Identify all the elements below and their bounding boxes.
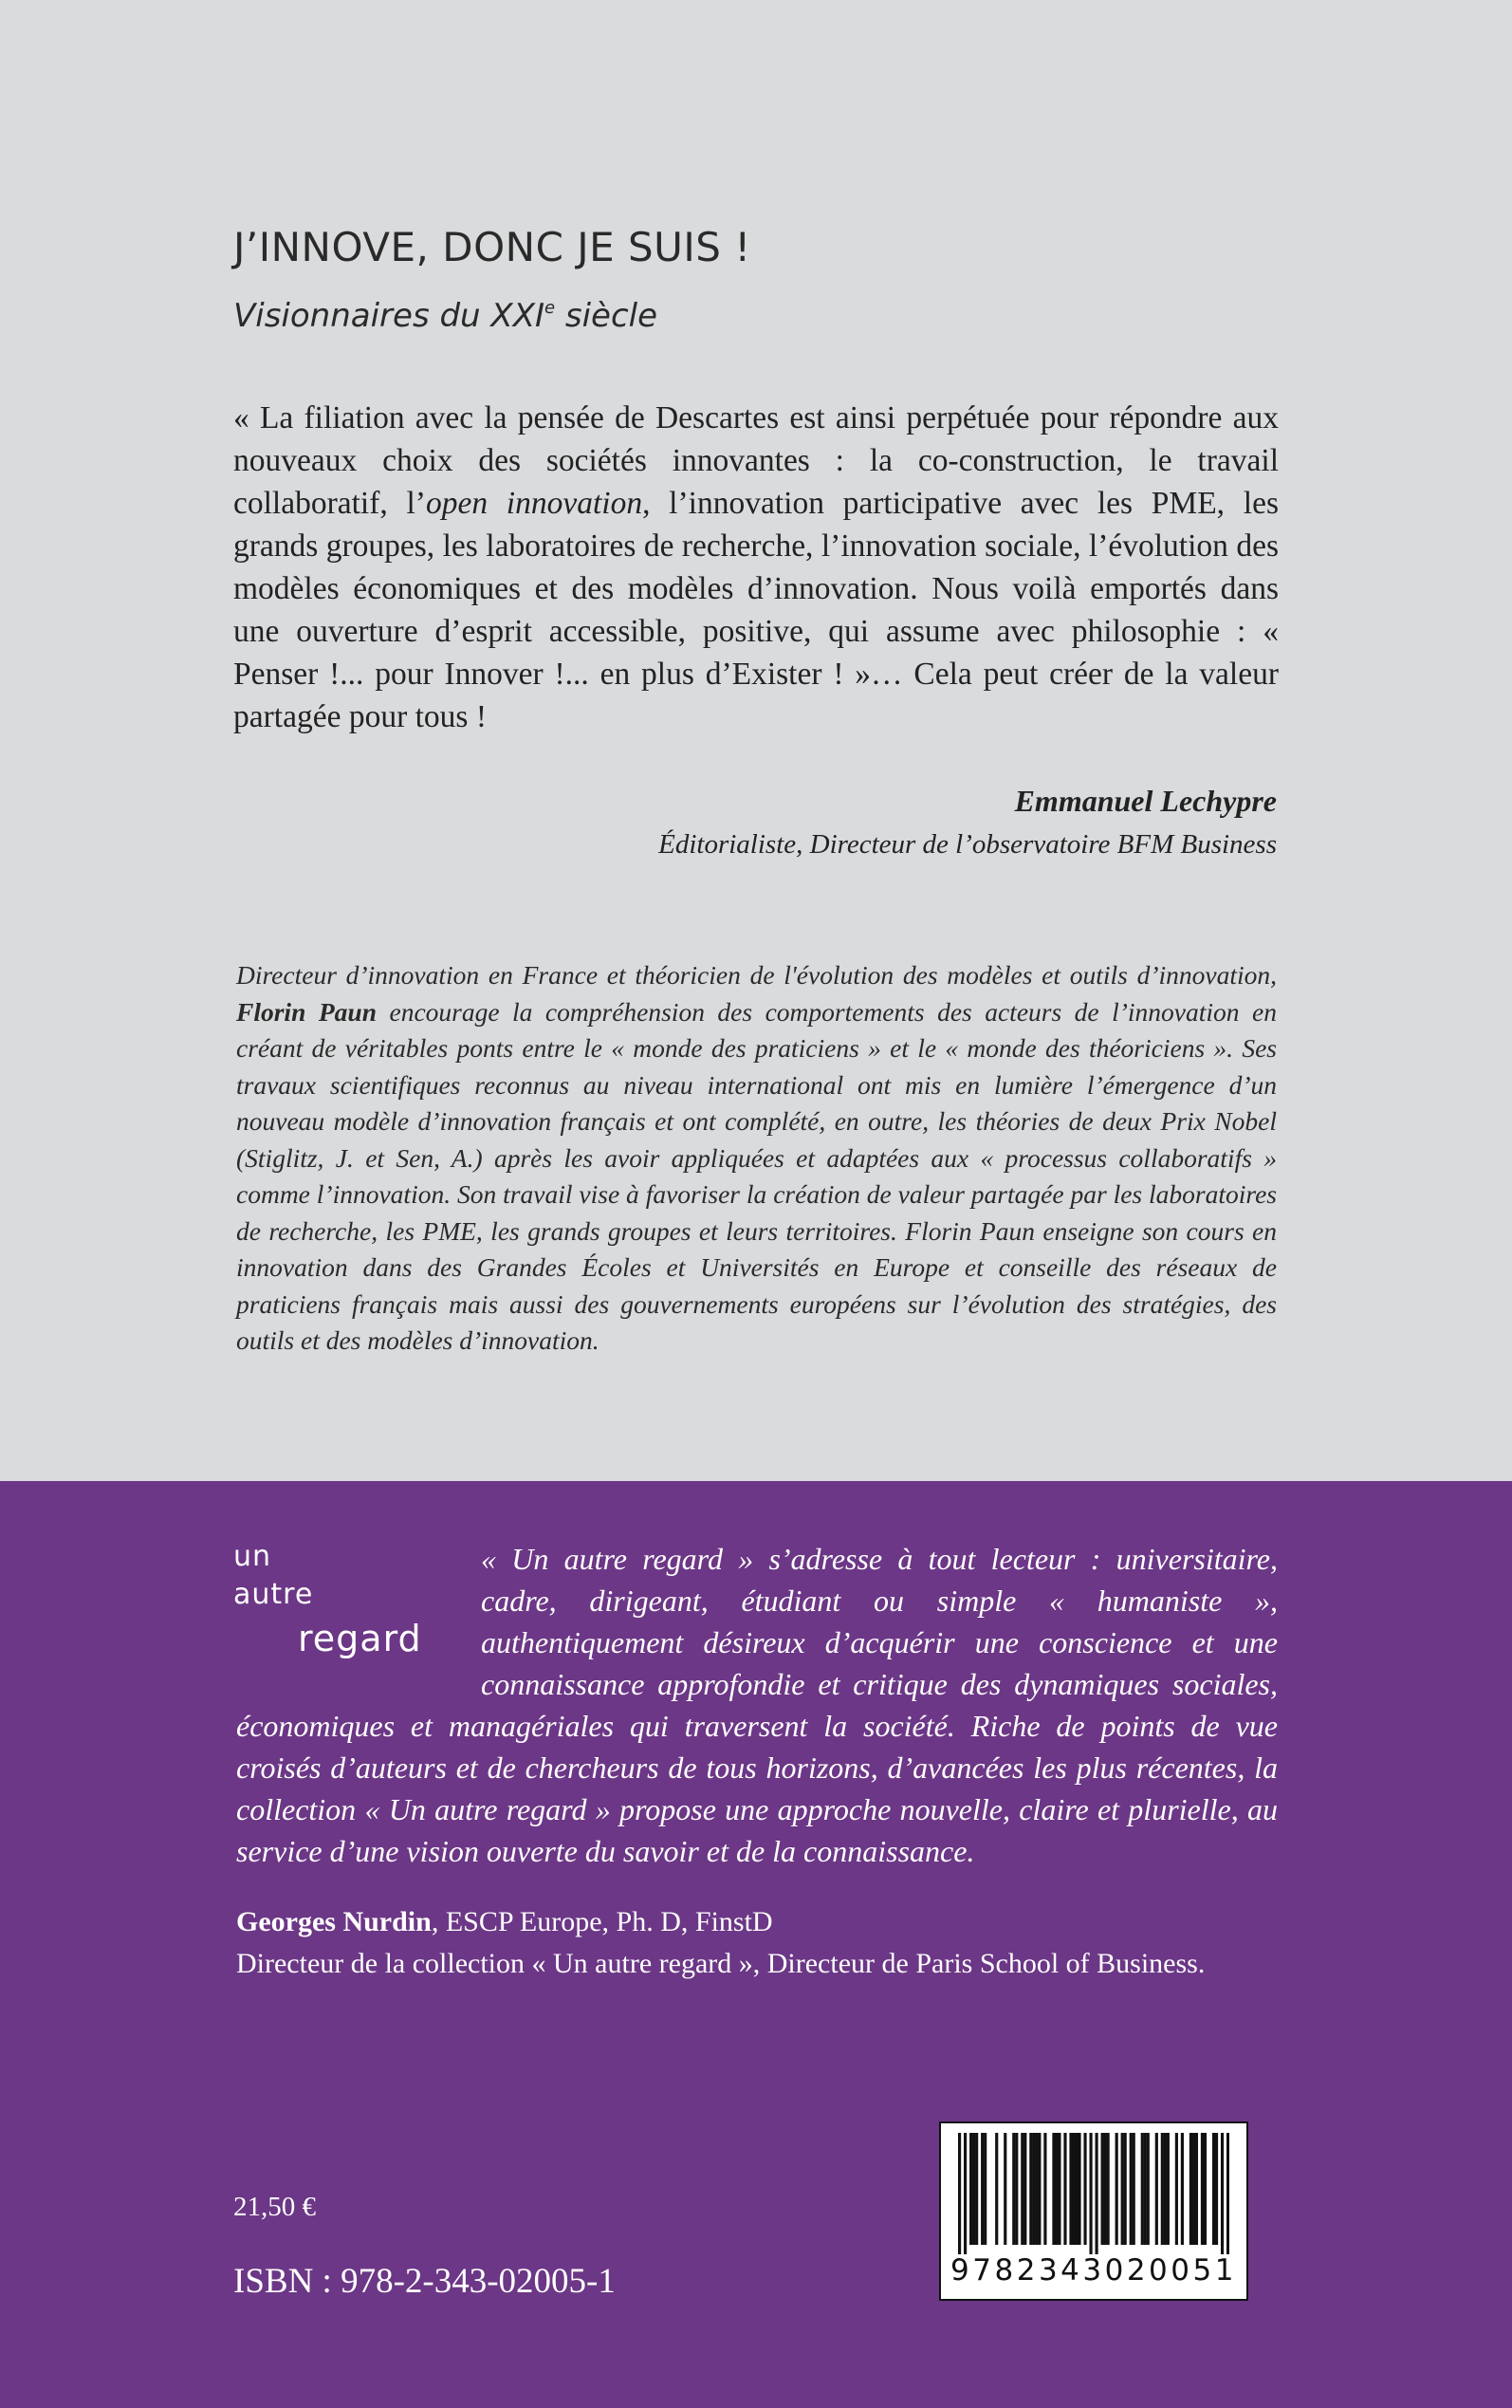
book-subtitle bbox=[233, 297, 657, 335]
director-credentials: , ESCP Europe, Ph. D, FinstD bbox=[431, 1906, 773, 1937]
logo-line-1: un bbox=[233, 1540, 272, 1573]
director-role: Directeur de la collection « Un autre regard », Directeur de Paris School of Business. bbox=[236, 1948, 1206, 1979]
barcode-bar bbox=[1101, 2133, 1104, 2245]
barcode-bar bbox=[1052, 2133, 1055, 2245]
barcode-bar bbox=[1021, 2133, 1023, 2245]
barcode-bars bbox=[958, 2133, 1229, 2254]
logo-line-2: autre bbox=[233, 1578, 314, 1611]
barcode-bar bbox=[1015, 2133, 1018, 2245]
barcode-bar bbox=[1147, 2133, 1150, 2245]
collection-text: « Un autre regard » s’adresse à tout lecteur : universitaire, cadre, dirigeant, étudiant ou simple « humaniste », authentiquement désireux d’acquérir une conscience et une connaissance approfondie et critique des dynamiques sociales, économiques et managériales qui traversent la société. Riche de points de vue croisés d’auteurs et de chercheurs de tous horizons, d’avancées les plus récentes, la collection « Un autre regard » propose une approche nouvelle, claire et plurielle, au service d’une vision ouverte du savoir et de la connaissance. bbox=[236, 1542, 1278, 1868]
barcode-bar bbox=[1072, 2133, 1075, 2245]
bio-text-end: encourage la compréhension des comportements des acteurs de l’innovation en créant de véritables ponts entre le « monde des praticiens » et le « monde des théoriciens ». Ses travaux scientifiques reconnus au niveau international ont mis en lumière l’émergence d’un nouveau modèle d’innovation français et ont complété, en outre, les théories de deux Prix Nobel (Stiglitz, J. et Sen, A.) après les avoir appliquées et adaptées aux « processus collaboratifs » comme l’innovation. Son travail vise à favoriser la création de valeur partagée par les laboratoires de recherche, les PME, les grands groupes et leurs territoires. Florin Paun enseigne son cours en innovation dans des Grandes Écoles et Universités en Europe et conseille des réseaux de praticiens français mais aussi des gouvernements européens sur l’évolution des stratégies, des outils et des modèles d’innovation. bbox=[236, 996, 1277, 1355]
endorsement-quote bbox=[233, 397, 1279, 738]
barcode-bar bbox=[1201, 2133, 1204, 2245]
barcode-bar bbox=[958, 2133, 961, 2254]
price: 21,50 € bbox=[233, 2192, 316, 2222]
barcode-bar bbox=[1195, 2133, 1198, 2245]
barcode-bar bbox=[1212, 2133, 1215, 2245]
barcode-bar bbox=[1175, 2133, 1178, 2245]
barcode-bar bbox=[1104, 2133, 1107, 2245]
barcode-bar bbox=[1133, 2133, 1135, 2245]
logo-spacer bbox=[236, 1538, 481, 1690]
barcode-bar bbox=[1189, 2133, 1192, 2245]
barcode-bar bbox=[1029, 2133, 1032, 2245]
barcode-bar bbox=[1124, 2133, 1127, 2245]
barcode-bar bbox=[1038, 2133, 1041, 2245]
barcode-bar bbox=[1078, 2133, 1080, 2245]
barcode-bar bbox=[995, 2133, 998, 2245]
barcode-bar bbox=[1096, 2133, 1098, 2254]
barcode-bar bbox=[1043, 2133, 1046, 2245]
barcode-bar bbox=[975, 2133, 978, 2245]
barcode-bar bbox=[972, 2133, 975, 2245]
author-biography bbox=[236, 957, 1277, 1360]
barcode-bar bbox=[1089, 2133, 1092, 2254]
barcode-bar bbox=[1130, 2133, 1133, 2245]
barcode-bar bbox=[1055, 2133, 1058, 2245]
director-name: Georges Nurdin bbox=[236, 1906, 432, 1937]
barcode-bar bbox=[984, 2133, 986, 2245]
barcode-bar bbox=[1023, 2133, 1026, 2245]
isbn: ISBN : 978-2-343-02005-1 bbox=[233, 2262, 616, 2301]
author-name: Florin Paun bbox=[236, 996, 377, 1027]
barcode-bar bbox=[1035, 2133, 1038, 2245]
quote-text: « La filiation avec la pensée de Descartes est ainsi perpétuée pour répondre aux nouveaux choix des sociétés innovantes : la co-construction, le travail collaboratif, l’ bbox=[233, 400, 1279, 521]
subtitle-text-end: siècle bbox=[555, 297, 658, 335]
barcode-bar bbox=[1226, 2133, 1229, 2254]
barcode-bar bbox=[1058, 2133, 1060, 2245]
barcode-bar bbox=[1063, 2133, 1066, 2245]
barcode-bar bbox=[1164, 2133, 1167, 2245]
logo-line-3: regard bbox=[298, 1618, 422, 1659]
barcode-bar bbox=[1075, 2133, 1078, 2245]
barcode-bar bbox=[1167, 2133, 1170, 2245]
barcode-bar bbox=[1083, 2133, 1086, 2245]
subtitle-text: Visionnaires du XXI bbox=[233, 297, 545, 335]
barcode-bar bbox=[1032, 2133, 1035, 2245]
barcode-bar bbox=[1215, 2133, 1218, 2245]
barcode-bar bbox=[981, 2133, 984, 2245]
quote-text-end: , l’innovation participative avec les PME, les grands groupes, les laboratoires de recherche, l’innovation sociale, l’évolution des modèles économiques et des modèles d’innovation. Nous voilà emportés dans une ouverture d’esprit accessible, positive, qui assume avec philosophie : « Penser !... pour Innover !... en plus d’Exister ! »… Cela peut créer de la valeur partagée pour tous ! bbox=[233, 486, 1279, 734]
bio-text: Directeur d’innovation en France et théoricien de l'évolution des modèles et outils d’innovation, bbox=[236, 960, 1277, 990]
barcode-bar bbox=[1181, 2133, 1184, 2245]
barcode-bar bbox=[1012, 2133, 1015, 2245]
quote-italic-term: open innovation bbox=[425, 486, 643, 521]
barcode-bar bbox=[1116, 2133, 1118, 2245]
collection-description bbox=[236, 1538, 1278, 1872]
barcode-bar bbox=[964, 2133, 967, 2254]
barcode-bar bbox=[1192, 2133, 1195, 2245]
barcode-bar bbox=[1161, 2133, 1164, 2245]
quote-author-role: Éditorialiste, Directeur de l’observatoire BFM Business bbox=[658, 829, 1277, 860]
collection-director bbox=[236, 1901, 1299, 1985]
barcode-bar bbox=[1121, 2133, 1124, 2245]
barcode-bar bbox=[1221, 2133, 1224, 2254]
barcode-bar bbox=[1204, 2133, 1207, 2245]
subtitle-superscript: e bbox=[544, 298, 556, 318]
barcode-bar bbox=[1155, 2133, 1158, 2245]
barcode-bar bbox=[1107, 2133, 1110, 2245]
book-title: J’INNOVE, DONC JE SUIS ! bbox=[233, 224, 751, 270]
barcode-bar bbox=[969, 2133, 972, 2245]
barcode-bar bbox=[1141, 2133, 1144, 2245]
barcode bbox=[939, 2121, 1248, 2301]
barcode-bar bbox=[1069, 2133, 1072, 2245]
barcode-bar bbox=[1144, 2133, 1147, 2245]
quote-author: Emmanuel Lechypre bbox=[1014, 784, 1277, 818]
barcode-bar bbox=[1004, 2133, 1006, 2245]
barcode-digits: 9782343020051 bbox=[950, 2253, 1237, 2288]
